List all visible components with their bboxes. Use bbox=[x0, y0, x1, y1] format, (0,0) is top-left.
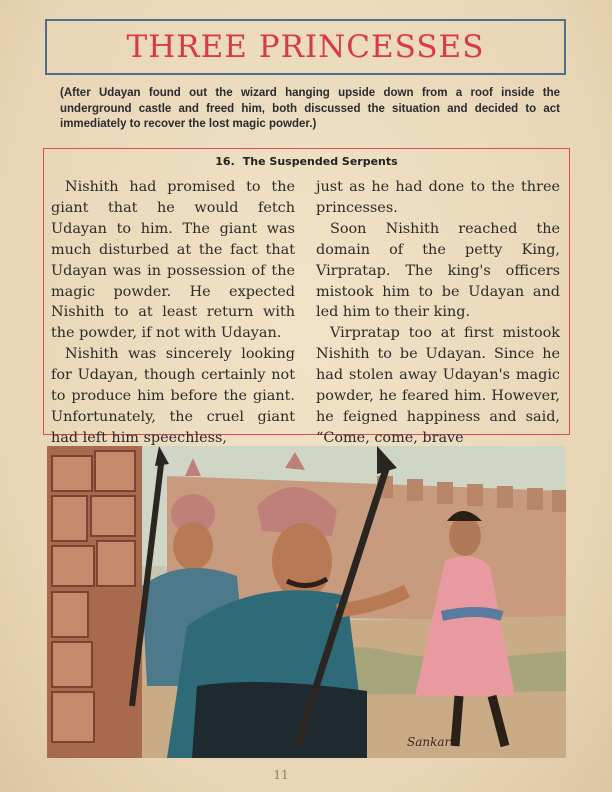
illustration-art bbox=[47, 446, 566, 758]
page-title: THREE PRINCESSES bbox=[126, 29, 485, 65]
artist-signature: Sankar bbox=[407, 735, 451, 749]
chapter-title: The Suspended Serpents bbox=[242, 155, 398, 168]
story-illustration bbox=[47, 446, 566, 758]
story-paragraph: just as he had done to the three princesses. bbox=[316, 179, 560, 216]
page-number: 11 bbox=[273, 768, 289, 782]
story-paragraph: Soon Nishith reached the domain of the petty King, Virpratap. The king's officers mistook him to be Udayan and led him to their king. bbox=[316, 220, 560, 321]
story-column-left bbox=[51, 177, 295, 449]
chapter-heading bbox=[44, 155, 569, 168]
story-paragraph: Virpratap too at first mistook Nishith to be Udayan. Since he had stolen away Udayan's magic powder, he feared him. However, he feigned happiness and said, “Come, come, brave bbox=[316, 325, 560, 446]
title-box bbox=[45, 19, 566, 75]
story-column-right bbox=[316, 177, 560, 449]
intro-text: (After Udayan found out the wizard hanging upside down from a roof inside the underground castle and freed him, both discussed the situation and decided to act immediately to recover the lost magic powder.) bbox=[60, 87, 560, 130]
story-box bbox=[43, 148, 570, 446]
chapter-number: 16. bbox=[215, 155, 235, 168]
story-paragraph: Nishith had promised to the giant that he would fetch Udayan to him. The giant was much disturbed at the fact that Udayan was in possession of the magic powder. He expected Nishith to at least return with the powder, if not with Udayan. bbox=[51, 179, 295, 342]
story-paragraph: Nishith was sincerely looking for Udayan, though certainly not to produce him before the giant. Unfortunately, the cruel giant had left him speechless, bbox=[51, 346, 295, 446]
